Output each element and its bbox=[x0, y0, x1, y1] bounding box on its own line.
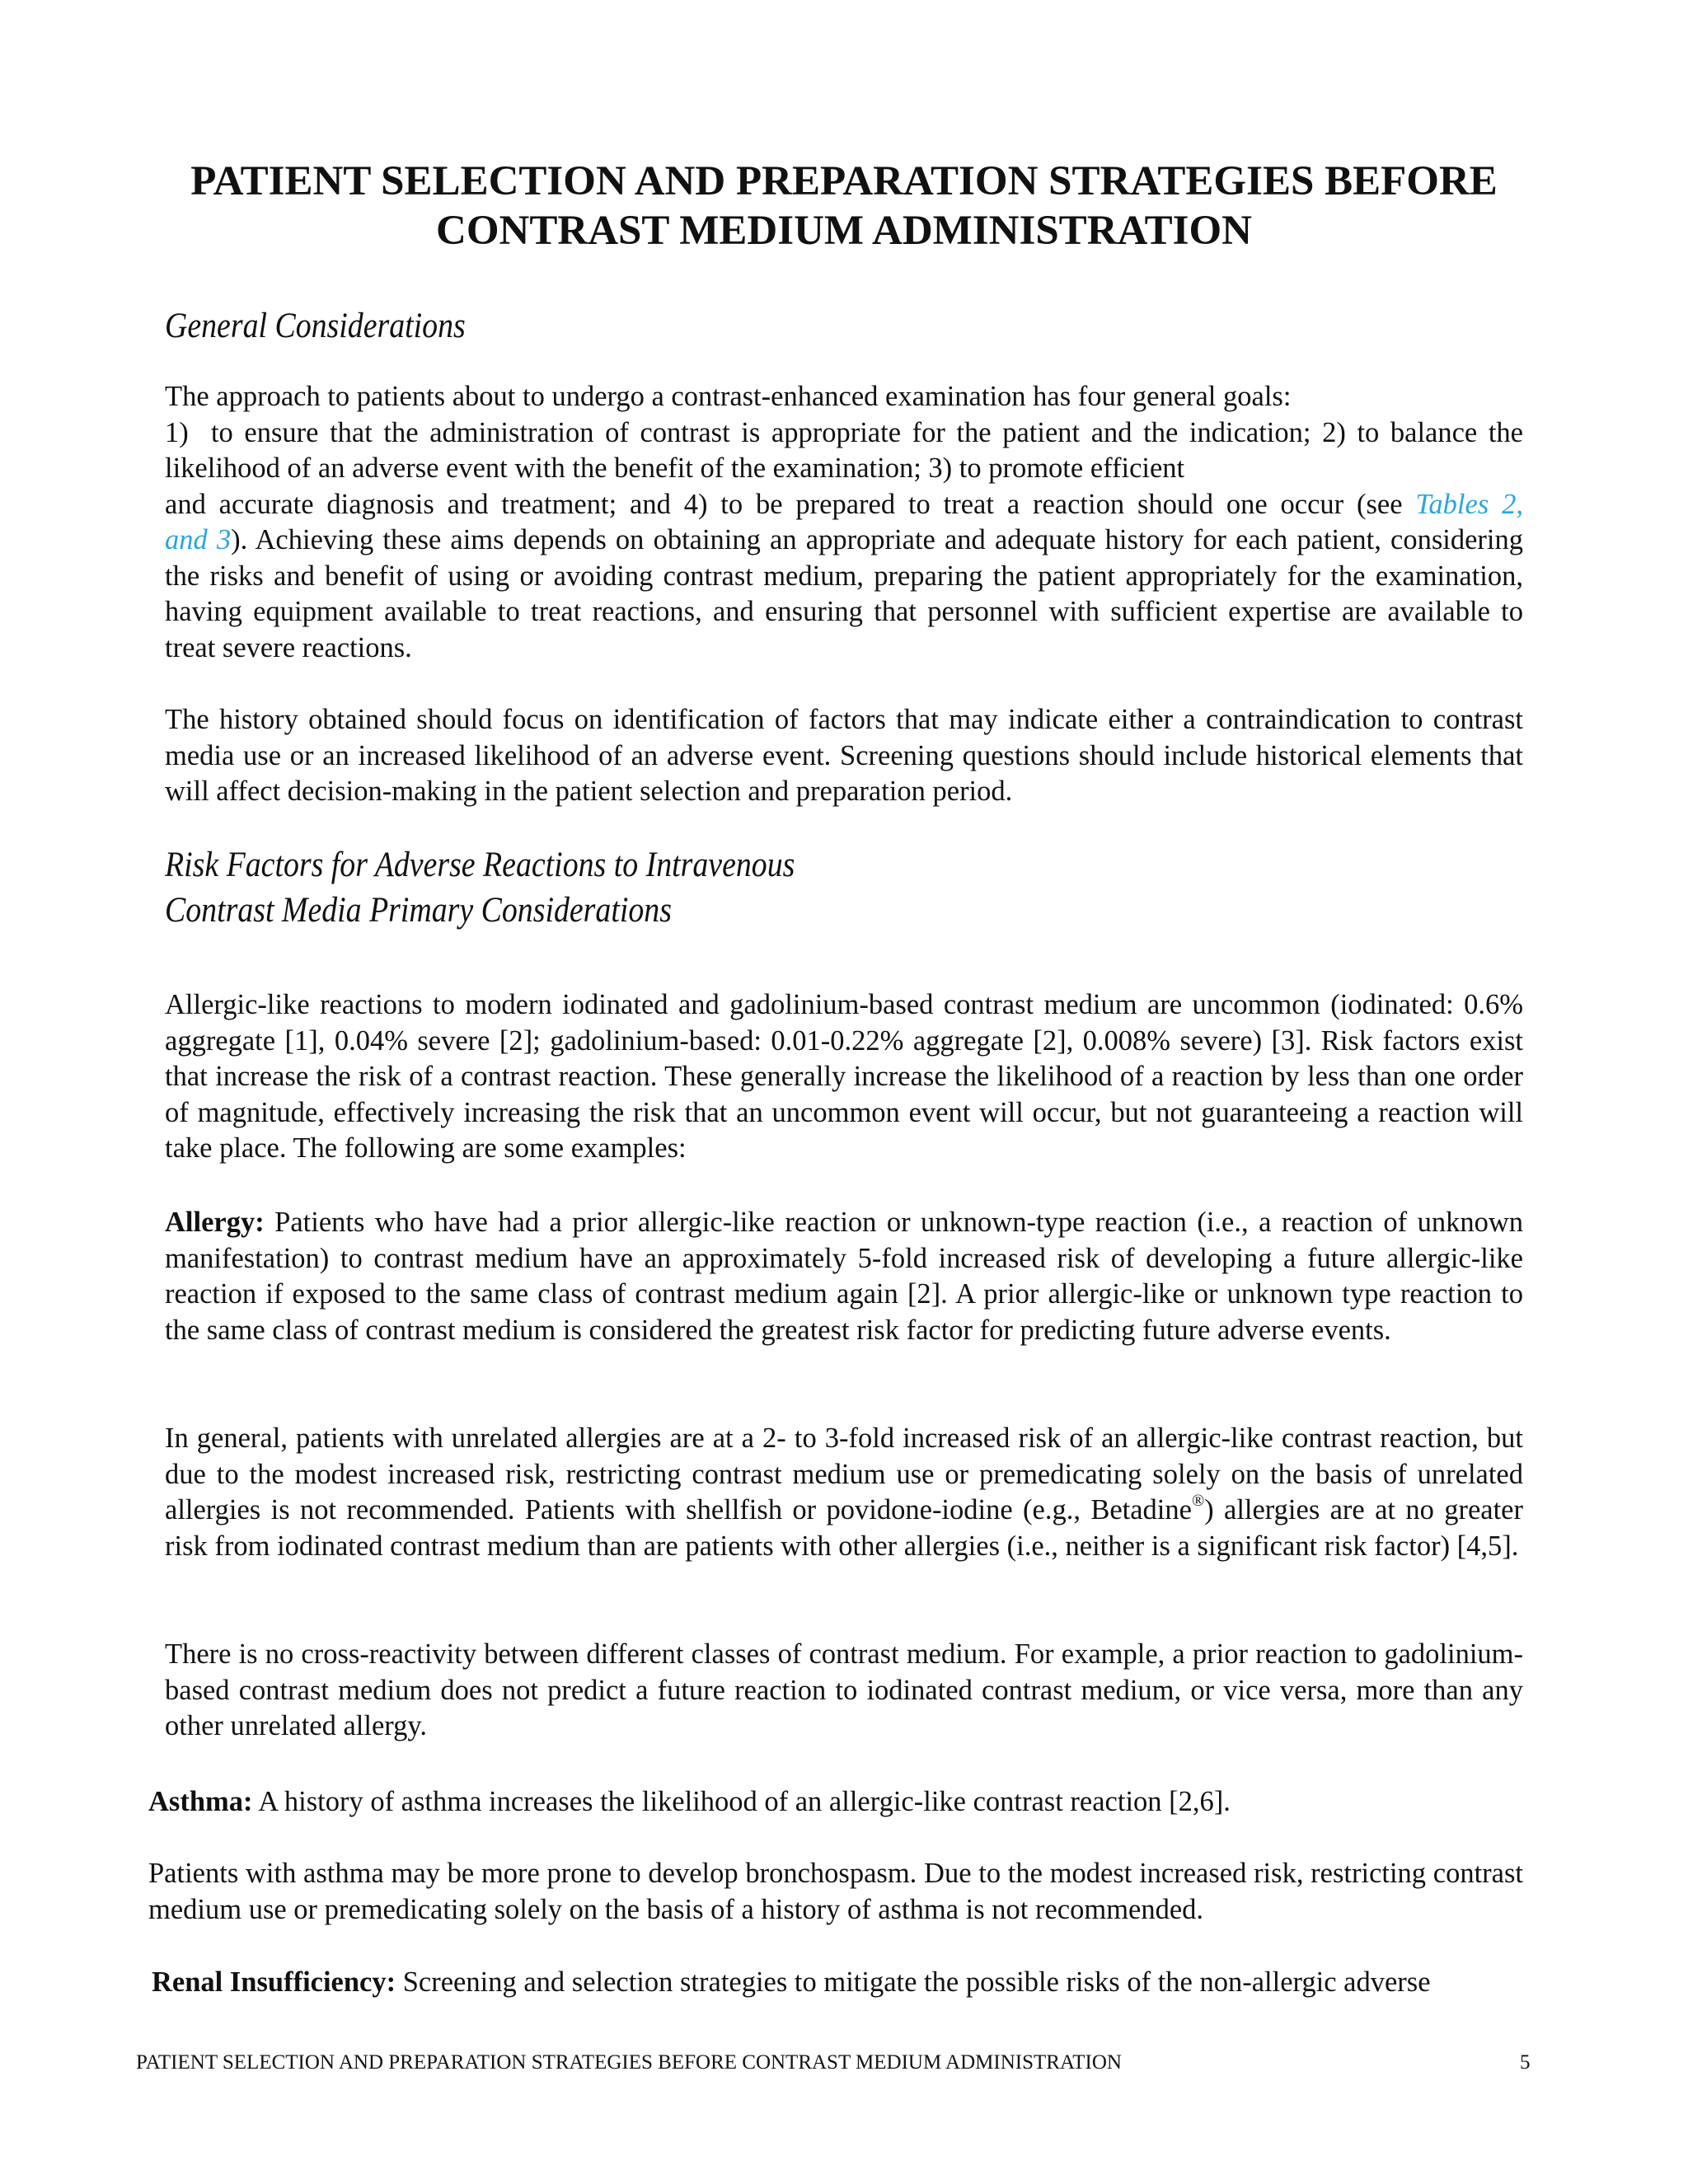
risk-factors-heading bbox=[165, 842, 795, 933]
renal-insufficiency-paragraph bbox=[152, 1965, 1526, 2001]
footer-running-title: PATIENT SELECTION AND PREPARATION STRATEGIES BEFORE CONTRAST MEDIUM ADMINISTRATION bbox=[136, 2051, 1122, 2074]
allergic-like-reactions-paragraph: Allergic-like reactions to modern iodinated and gadolinium-based contrast medium are uncommon (iodinated: 0.6% aggregate [1], 0.04% severe [2]; gadolinium-based: 0.01-0.22% aggregate [2], 0.008% severe) [3]. Risk factors exist that increase the risk of a contrast reaction. These generally increase the likelihood of a reaction by less than one order of magnitude, effectively increasing the risk that an uncommon event will occur, but not guaranteeing a reaction will take place. The following are some examples: bbox=[165, 989, 1523, 1164]
paragraph-line: 1) to ensure that the administration of contrast is appropriate for the patient and the indication; 2) to balance the bbox=[165, 416, 1523, 448]
paragraph-continuation bbox=[165, 524, 1523, 663]
tables-link[interactable]: Tables 2, bbox=[1415, 488, 1523, 520]
asthma-bronchospasm-paragraph: Patients with asthma may be more prone to develop bronchospasm. Due to the modest increased risk, restricting contrast medium use or premedicating solely on the basis of a history of asthma is not recommended. bbox=[148, 1858, 1523, 1925]
paragraph-text: ). Achieving these aims depends on obtaining an appropriate and adequate history for each patient, considering the risks and benefit of using or avoiding contrast medium, preparing the patient appropriately for the examination, having equipment available to treat reactions, and ensuring that personnel with sufficient expertise are available to treat severe reactions. bbox=[165, 524, 1523, 663]
cross-reactivity-paragraph: There is no cross-reactivity between different classes of contrast medium. For example, a prior reaction to gadolinium-based contrast medium does not predict a future reaction to iodinated contrast medium, or vice versa, more than any other unrelated allergy. bbox=[165, 1638, 1523, 1741]
risk-factors-heading-line-1: Risk Factors for Adverse Reactions to Intravenous bbox=[165, 846, 795, 884]
allergy-text: Patients who have had a prior allergic-like reaction or unknown-type reaction (i.e., a reaction of unknown manifestation) to contrast medium have an approximately 5-fold increased risk of developing a future allergic-like reaction if exposed to the same class of contrast medium again [2]. A prior allergic-like or unknown type reaction to the same class of contrast medium is considered the greatest risk factor for predicting future adverse events. bbox=[165, 1207, 1523, 1346]
asthma-paragraph bbox=[148, 1784, 1523, 1821]
allergy-paragraph bbox=[165, 1205, 1523, 1348]
general-considerations-heading: General Considerations bbox=[165, 307, 466, 345]
asthma-text: A history of asthma increases the likelihood of an allergic-like contrast reaction [2,6]. bbox=[252, 1786, 1231, 1817]
paragraph-line: likelihood of an adverse event with the benefit of the examination; 3) to promote efficient bbox=[165, 452, 1185, 484]
paragraph-text: In general, patients with unrelated allergies are at a 2- to 3-fold increased risk of an allergic-like contrast reaction, but due to the modest increased risk, restricting contrast medium use or premedicating solely on the basis of unrelated allergies is not recommended. Patients with shellfish or povidone-iodine (e.g., Betadine bbox=[165, 1422, 1523, 1526]
table-3-link[interactable]: 3 bbox=[216, 524, 232, 555]
paragraph-line bbox=[165, 487, 1523, 523]
page-number: 5 bbox=[1520, 2051, 1531, 2074]
page-title bbox=[99, 157, 1589, 255]
general-goals-paragraph bbox=[165, 379, 1523, 666]
paragraph-text: and accurate diagnosis and treatment; and 4) to be prepared to treat a reaction should one occur (see bbox=[165, 488, 1416, 520]
history-paragraph: The history obtained should focus on identification of factors that may indicate either a contraindication to contrast media use or an increased likelihood of an adverse event. Screening questions should include historical elements that will affect decision-making in the patient selection and preparation period. bbox=[165, 704, 1523, 807]
renal-insufficiency-text: Screening and selection strategies to mitigate the possible risks of the non-allergic adverse bbox=[396, 1966, 1431, 1998]
page-title-line-1: PATIENT SELECTION AND PREPARATION STRATEGIES BEFORE bbox=[190, 158, 1498, 204]
risk-factors-heading-line-2: Contrast Media Primary Considerations bbox=[165, 891, 672, 930]
renal-insufficiency-label: Renal Insufficiency: bbox=[152, 1966, 396, 1998]
unrelated-allergies-paragraph bbox=[165, 1421, 1523, 1564]
registered-mark: ® bbox=[1191, 1492, 1205, 1510]
tables-link-and: and bbox=[165, 524, 208, 555]
paragraph-line: The approach to patients about to undergo a contrast-enhanced examination has four general goals: bbox=[165, 381, 1292, 412]
paragraph-text: ) allergies are at no greater risk from iodinated contrast medium than are patients with other allergies (i.e., neither is a significant risk factor) [4,5]. bbox=[165, 1494, 1523, 1562]
asthma-label: Asthma: bbox=[148, 1786, 253, 1817]
space bbox=[208, 524, 217, 555]
allergy-label: Allergy: bbox=[165, 1207, 265, 1238]
page-title-line-2: CONTRAST MEDIUM ADMINISTRATION bbox=[436, 208, 1252, 254]
